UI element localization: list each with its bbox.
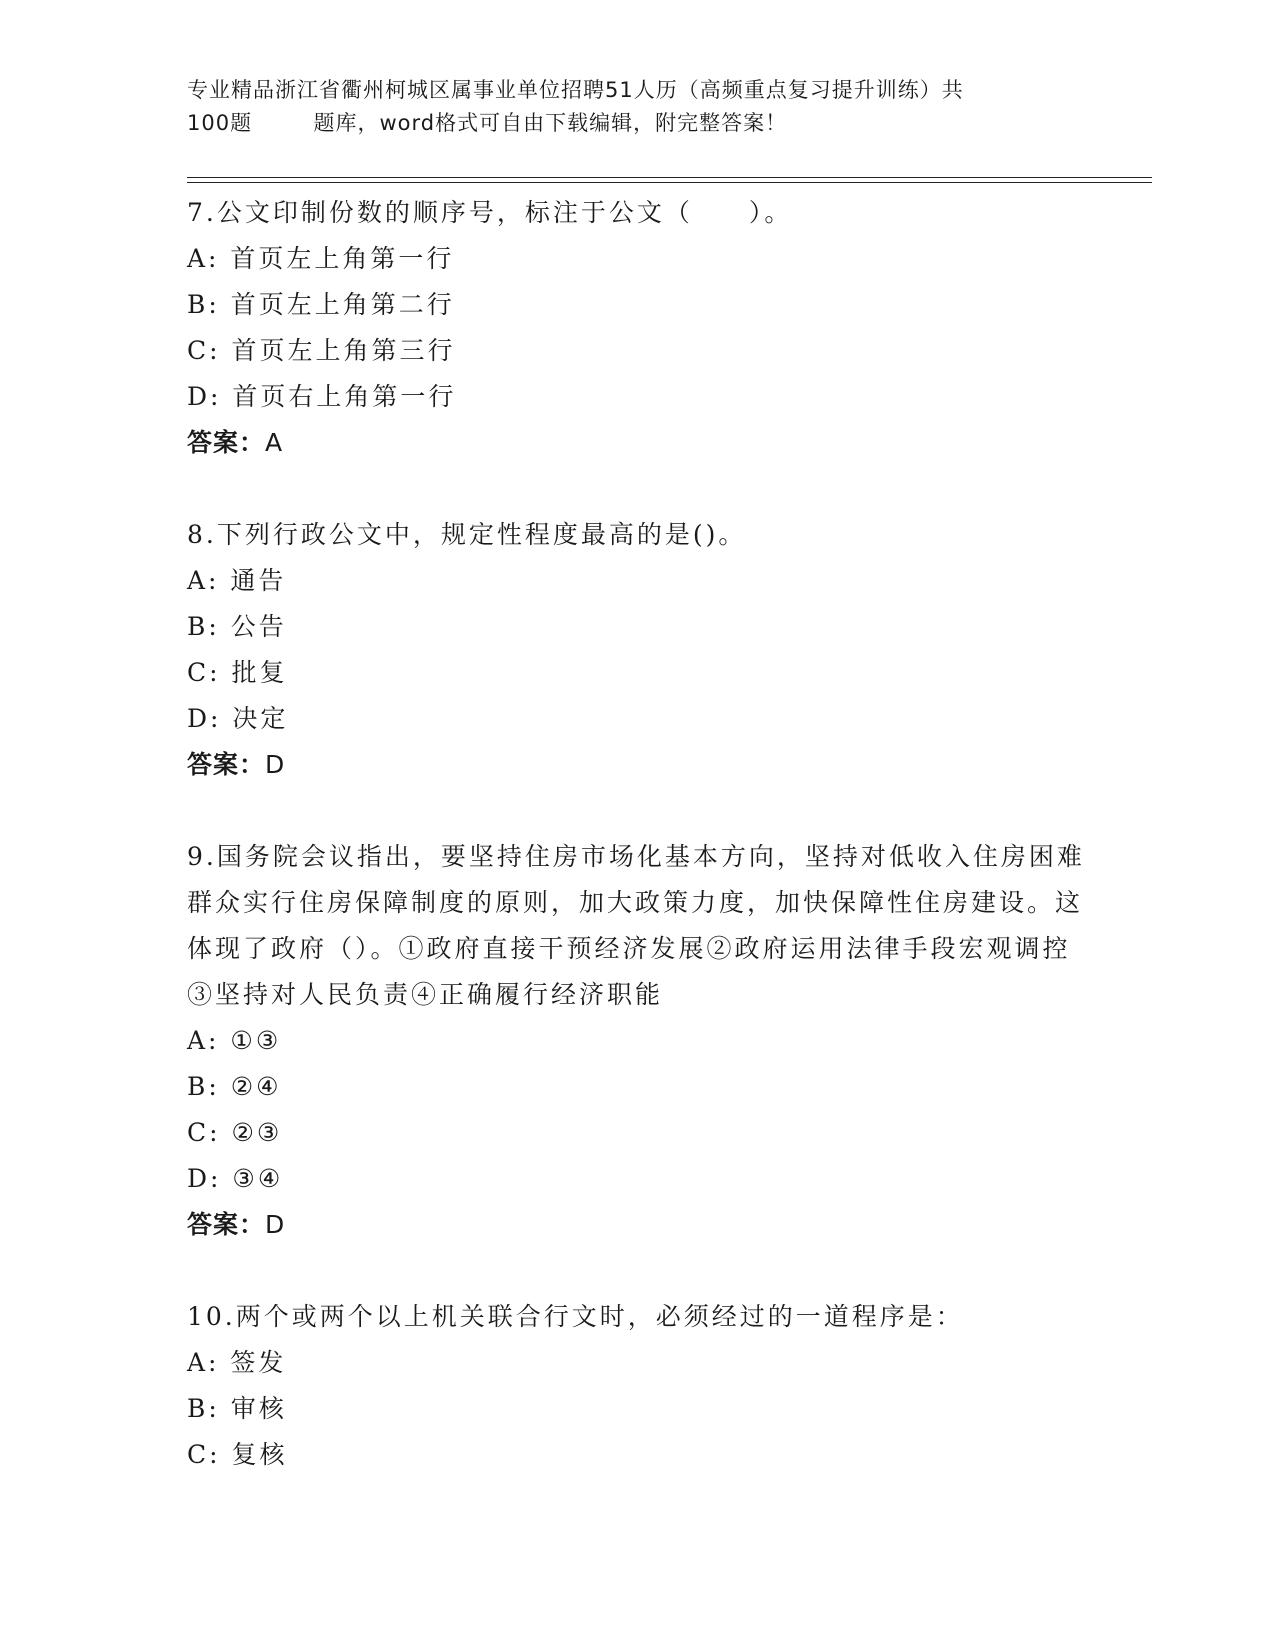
question-text: 8.下列行政公文中，规定性程度最高的是()。 [187,520,747,549]
option-c: C: ②③ [187,1118,283,1147]
answer-line [187,420,1087,466]
option-a: A: ①③ [187,1026,282,1055]
question-7 [187,190,1087,466]
question-list [187,190,1087,1524]
header-rule-bottom [187,182,1152,183]
header-title-line-2: 100题 题库，word格式可自由下载编辑，附完整答案！ [187,111,788,135]
option-b: B: 公告 [187,612,287,641]
option-d: D: 首页右上角第一行 [187,382,457,411]
answer-label: 答案： [187,428,266,457]
option-d: D: 决定 [187,704,289,733]
answer-line [187,742,1087,788]
question-9 [187,834,1087,1248]
option-a: A: 签发 [187,1348,287,1377]
question-text: 10.两个或两个以上机关联合行文时，必须经过的一道程序是： [187,1302,964,1331]
answer-value: A [265,428,284,457]
answer-label: 答案： [187,750,266,779]
option-b: B: 首页左上角第二行 [187,290,455,319]
question-10 [187,1294,1087,1478]
option-c: C: 首页左上角第三行 [187,336,456,365]
answer-value: D [265,750,286,779]
document-header [187,74,1087,140]
header-title-line-1: 专业精品浙江省衢州柯城区属事业单位招聘51人历（高频重点复习提升训练）共 [187,78,964,102]
header-rule-top [187,177,1152,178]
question-text: 7.公文印制份数的顺序号，标注于公文（ ）。 [187,198,793,227]
option-d: D: ③④ [187,1164,284,1193]
option-c: C: 批复 [187,658,288,687]
answer-label: 答案： [187,1210,266,1239]
option-b: B: ②④ [187,1072,282,1101]
question-text: 9.国务院会议指出，要坚持住房市场化基本方向，坚持对低收入住房困难群众实行住房保障制度的原则，加大政策力度，加快保障性住房建设。这体现了政府（）。①政府直接干预经济发展②政府运用法律手段宏观调控③坚持对人民负责④正确履行经济职能 [187,842,1085,1009]
answer-line [187,1202,1087,1248]
option-a: A: 首页左上角第一行 [187,244,455,273]
answer-value: D [265,1210,286,1239]
option-c: C: 复核 [187,1440,288,1469]
option-a: A: 通告 [187,566,287,595]
option-b: B: 审核 [187,1394,287,1423]
question-8 [187,512,1087,788]
